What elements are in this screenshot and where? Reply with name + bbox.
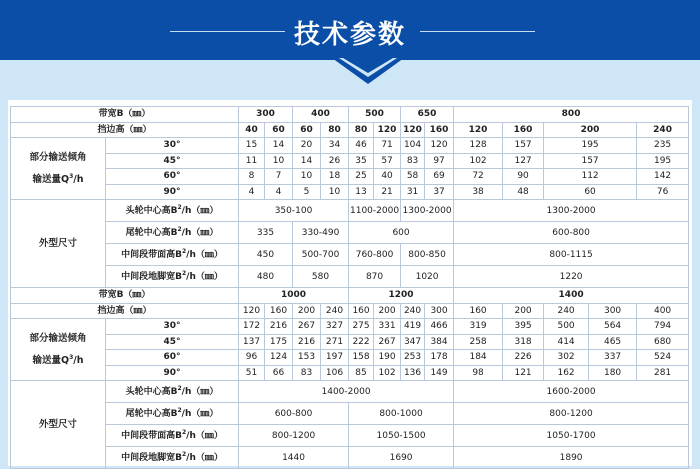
- table-cell: 48: [503, 184, 544, 200]
- table-cell: 335: [239, 222, 293, 244]
- table-cell: 384: [425, 334, 454, 350]
- table-cell: 120: [425, 138, 454, 154]
- table-cell: 40: [374, 169, 401, 185]
- table-cell: 800-1200: [454, 403, 689, 425]
- table-cell: 216: [293, 334, 321, 350]
- table-cell: 1300-2000: [454, 200, 689, 222]
- dimension-label: 中间段带面高$B^2/h(㎜)$: [106, 425, 239, 447]
- table-cell: 5: [293, 184, 321, 200]
- table-cell: 564: [589, 319, 637, 335]
- table-cell: 85: [349, 365, 374, 381]
- table-cell: 480: [239, 266, 293, 288]
- table-cell: 172: [239, 319, 265, 335]
- baffle-cell: 60: [293, 122, 321, 138]
- dimension-label: 中间段地脚宽$B^2/h(㎜)$: [106, 266, 239, 288]
- angle-label: 45°: [106, 153, 239, 169]
- angle-label: 90°: [106, 365, 239, 381]
- table-cell: 800-1200: [239, 425, 349, 447]
- baffle-cell: 400: [637, 303, 689, 319]
- belt-width-label: 带宽B（㎜）: [11, 288, 239, 304]
- table-cell: 580: [293, 266, 349, 288]
- table-cell: 600-800: [454, 222, 689, 244]
- table-2: [11, 288, 689, 469]
- angle-label: 30°: [106, 319, 239, 335]
- table-cell: 319: [454, 319, 503, 335]
- belt-width-cell: 650: [401, 107, 454, 123]
- baffle-cell: 200: [374, 303, 401, 319]
- table-cell: 178: [425, 350, 454, 366]
- table-cell: 102: [374, 365, 401, 381]
- table-cell: 7: [265, 169, 293, 185]
- dimension-label: 尾轮中心高$B^2/h(㎜)$: [106, 222, 239, 244]
- angle-label: 60°: [106, 169, 239, 185]
- chevron-down-icon-core: [343, 58, 393, 73]
- table-cell: 35: [349, 153, 374, 169]
- angle-label: 60°: [106, 350, 239, 366]
- table-cell: 14: [265, 138, 293, 154]
- table-cell: 600: [349, 222, 454, 244]
- table-cell: 1690: [349, 447, 454, 469]
- table-cell: 83: [401, 153, 425, 169]
- dimension-label: 中间段地脚宽$B^2/h(㎜)$: [106, 447, 239, 469]
- table-cell: 51: [239, 365, 265, 381]
- angle-label: 90°: [106, 184, 239, 200]
- group-label-line1: 部分输送倾角: [29, 332, 87, 344]
- table-cell: 106: [321, 365, 349, 381]
- table-1: [11, 107, 689, 288]
- table-cell: 1050-1500: [349, 425, 454, 447]
- table-cell: 800-1115: [454, 244, 689, 266]
- table-cell: 11: [239, 153, 265, 169]
- table-cell: 1400-2000: [239, 381, 454, 403]
- baffle-cell: 200: [503, 303, 544, 319]
- table-cell: 450: [239, 244, 293, 266]
- baffle-cell: 240: [637, 122, 689, 138]
- angle-label: 30°: [106, 138, 239, 154]
- table-row: [11, 222, 689, 244]
- table-cell: 60: [544, 184, 637, 200]
- table-cell: 330-490: [293, 222, 349, 244]
- table-cell: 500: [544, 319, 589, 335]
- table-cell: 15: [239, 138, 265, 154]
- table-cell: 142: [637, 169, 689, 185]
- dimension-group-label: 外型尺寸: [11, 381, 106, 469]
- table-cell: 216: [265, 319, 293, 335]
- table-cell: 395: [503, 319, 544, 335]
- table-cell: 500-700: [293, 244, 349, 266]
- table-cell: 157: [503, 138, 544, 154]
- table-cell: 350-100: [239, 200, 349, 222]
- table-cell: 162: [544, 365, 589, 381]
- table-cell: 180: [589, 365, 637, 381]
- table-cell: 21: [374, 184, 401, 200]
- table-cell: 302: [544, 350, 589, 366]
- table-cell: 1890: [454, 447, 689, 469]
- table-cell: 153: [293, 350, 321, 366]
- baffle-label: 挡边高（㎜）: [11, 122, 239, 138]
- table-row: [11, 244, 689, 266]
- table-cell: 1020: [401, 266, 454, 288]
- table-cell: 58: [401, 169, 425, 185]
- table-cell: 4: [239, 184, 265, 200]
- table-row: [11, 266, 689, 288]
- table-cell: 1100-2000: [349, 200, 401, 222]
- capacity-group-label: [11, 138, 106, 200]
- table-cell: 31: [401, 184, 425, 200]
- table-row: [11, 403, 689, 425]
- table-cell: 275: [349, 319, 374, 335]
- baffle-cell: 40: [239, 122, 265, 138]
- baffle-cell: 300: [589, 303, 637, 319]
- dimension-group-label: 外型尺寸: [11, 200, 106, 288]
- table-cell: 600-800: [239, 403, 349, 425]
- table-cell: 137: [239, 334, 265, 350]
- table-cell: 267: [293, 319, 321, 335]
- table-cell: 34: [321, 138, 349, 154]
- table-cell: 190: [374, 350, 401, 366]
- belt-width-cell: 1000: [239, 288, 349, 304]
- table-cell: 267: [374, 334, 401, 350]
- table-row: [11, 319, 689, 335]
- belt-width-cell: 400: [293, 107, 349, 123]
- belt-width-cell: 500: [349, 107, 401, 123]
- table-cell: 175: [265, 334, 293, 350]
- group-label-line1: 部分输送倾角: [29, 151, 87, 163]
- table-cell: 102: [454, 153, 503, 169]
- table-cell: 800-1000: [349, 403, 454, 425]
- table-row: [11, 447, 689, 469]
- baffle-cell: 80: [349, 122, 374, 138]
- table-row: [11, 107, 689, 123]
- baffle-cell: 120: [401, 122, 425, 138]
- table-row: [11, 153, 689, 169]
- table-cell: 76: [637, 184, 689, 200]
- dimension-label: 头轮中心高$B^2/h(㎜)$: [106, 200, 239, 222]
- table-cell: 195: [637, 153, 689, 169]
- table-row: [11, 288, 689, 304]
- table-cell: 222: [349, 334, 374, 350]
- table-cell: 760-800: [349, 244, 401, 266]
- table-cell: 38: [454, 184, 503, 200]
- dimension-label: 中间段带面高$B^2/h(㎜)$: [106, 244, 239, 266]
- table-cell: 83: [293, 365, 321, 381]
- table-cell: 235: [637, 138, 689, 154]
- table-cell: 226: [503, 350, 544, 366]
- table-cell: 347: [401, 334, 425, 350]
- table-cell: 18: [321, 169, 349, 185]
- table-cell: 66: [265, 365, 293, 381]
- table-cell: 337: [589, 350, 637, 366]
- table-cell: 253: [401, 350, 425, 366]
- belt-width-cell: 1200: [349, 288, 454, 304]
- table-cell: 128: [454, 138, 503, 154]
- table-cell: 20: [293, 138, 321, 154]
- table-cell: 1050-1700: [454, 425, 689, 447]
- table-cell: 327: [321, 319, 349, 335]
- table-cell: 158: [349, 350, 374, 366]
- table-cell: 184: [454, 350, 503, 366]
- table-row: [11, 303, 689, 319]
- table-cell: 680: [637, 334, 689, 350]
- belt-width-cell: 800: [454, 107, 689, 123]
- baffle-cell: 240: [544, 303, 589, 319]
- baffle-cell: 120: [239, 303, 265, 319]
- table-row: [11, 381, 689, 403]
- table-cell: 197: [321, 350, 349, 366]
- table-cell: 157: [544, 153, 637, 169]
- table-cell: 69: [425, 169, 454, 185]
- table-cell: 136: [401, 365, 425, 381]
- table-cell: 97: [425, 153, 454, 169]
- table-row: [11, 334, 689, 350]
- table-cell: 127: [503, 153, 544, 169]
- table-cell: 414: [544, 334, 589, 350]
- table-row: [11, 365, 689, 381]
- table-cell: 13: [349, 184, 374, 200]
- table-cell: 46: [349, 138, 374, 154]
- table-cell: 149: [425, 365, 454, 381]
- table-cell: 870: [349, 266, 401, 288]
- baffle-cell: 160: [503, 122, 544, 138]
- table-cell: 258: [454, 334, 503, 350]
- table-cell: 10: [265, 153, 293, 169]
- table-cell: 14: [293, 153, 321, 169]
- table-row: [11, 200, 689, 222]
- baffle-cell: 160: [265, 303, 293, 319]
- baffle-cell: 160: [349, 303, 374, 319]
- page-title: 技术参数: [293, 20, 406, 50]
- table-cell: 121: [503, 365, 544, 381]
- table-cell: 71: [374, 138, 401, 154]
- table-cell: 271: [321, 334, 349, 350]
- baffle-cell: 80: [321, 122, 349, 138]
- table-cell: 318: [503, 334, 544, 350]
- dimension-label: 头轮中心高$B^2/h(㎜)$: [106, 381, 239, 403]
- table-cell: 465: [589, 334, 637, 350]
- capacity-group-label: [11, 319, 106, 381]
- table-cell: 57: [374, 153, 401, 169]
- table-cell: 524: [637, 350, 689, 366]
- baffle-cell: 60: [265, 122, 293, 138]
- table-cell: 1600-2000: [454, 381, 689, 403]
- baffle-cell: 120: [454, 122, 503, 138]
- spec-table: [10, 106, 689, 469]
- table-cell: 98: [454, 365, 503, 381]
- table-cell: 112: [544, 169, 637, 185]
- table-cell: 281: [637, 365, 689, 381]
- table-cell: 124: [265, 350, 293, 366]
- table-row: [11, 169, 689, 185]
- table-cell: 90: [503, 169, 544, 185]
- baffle-cell: 240: [401, 303, 425, 319]
- table-row: [11, 122, 689, 138]
- table-cell: 1220: [454, 266, 689, 288]
- baffle-cell: 200: [293, 303, 321, 319]
- baffle-cell: 160: [425, 122, 454, 138]
- baffle-cell: 300: [425, 303, 454, 319]
- table-cell: 10: [293, 169, 321, 185]
- table-cell: 26: [321, 153, 349, 169]
- group-label-line2: 输送量$Q^3/h$: [32, 353, 84, 366]
- table-cell: 4: [265, 184, 293, 200]
- table-row: [11, 425, 689, 447]
- table-cell: 1300-2000: [401, 200, 454, 222]
- baffle-cell: 160: [454, 303, 503, 319]
- dimension-label: 尾轮中心高$B^2/h(㎜)$: [106, 403, 239, 425]
- baffle-cell: 200: [544, 122, 637, 138]
- table-cell: 10: [321, 184, 349, 200]
- table-cell: 25: [349, 169, 374, 185]
- table-cell: 195: [544, 138, 637, 154]
- table-row: [11, 350, 689, 366]
- belt-width-cell: 300: [239, 107, 293, 123]
- table-cell: 104: [401, 138, 425, 154]
- table-cell: 8: [239, 169, 265, 185]
- baffle-cell: 240: [321, 303, 349, 319]
- table-cell: 1440: [239, 447, 349, 469]
- table-row: [11, 138, 689, 154]
- belt-width-label: 带宽B（㎜）: [11, 107, 239, 123]
- table-cell: 96: [239, 350, 265, 366]
- table-cell: 72: [454, 169, 503, 185]
- belt-width-cell: 1400: [454, 288, 689, 304]
- table-cell: 37: [425, 184, 454, 200]
- table-cell: 419: [401, 319, 425, 335]
- angle-label: 45°: [106, 334, 239, 350]
- group-label-line2: 输送量$Q^3/h$: [32, 172, 84, 185]
- baffle-cell: 120: [374, 122, 401, 138]
- table-cell: 466: [425, 319, 454, 335]
- table-row: [11, 184, 689, 200]
- table-cell: 800-850: [401, 244, 454, 266]
- baffle-label: 挡边高（㎜）: [11, 303, 239, 319]
- table-cell: 794: [637, 319, 689, 335]
- table-cell: 331: [374, 319, 401, 335]
